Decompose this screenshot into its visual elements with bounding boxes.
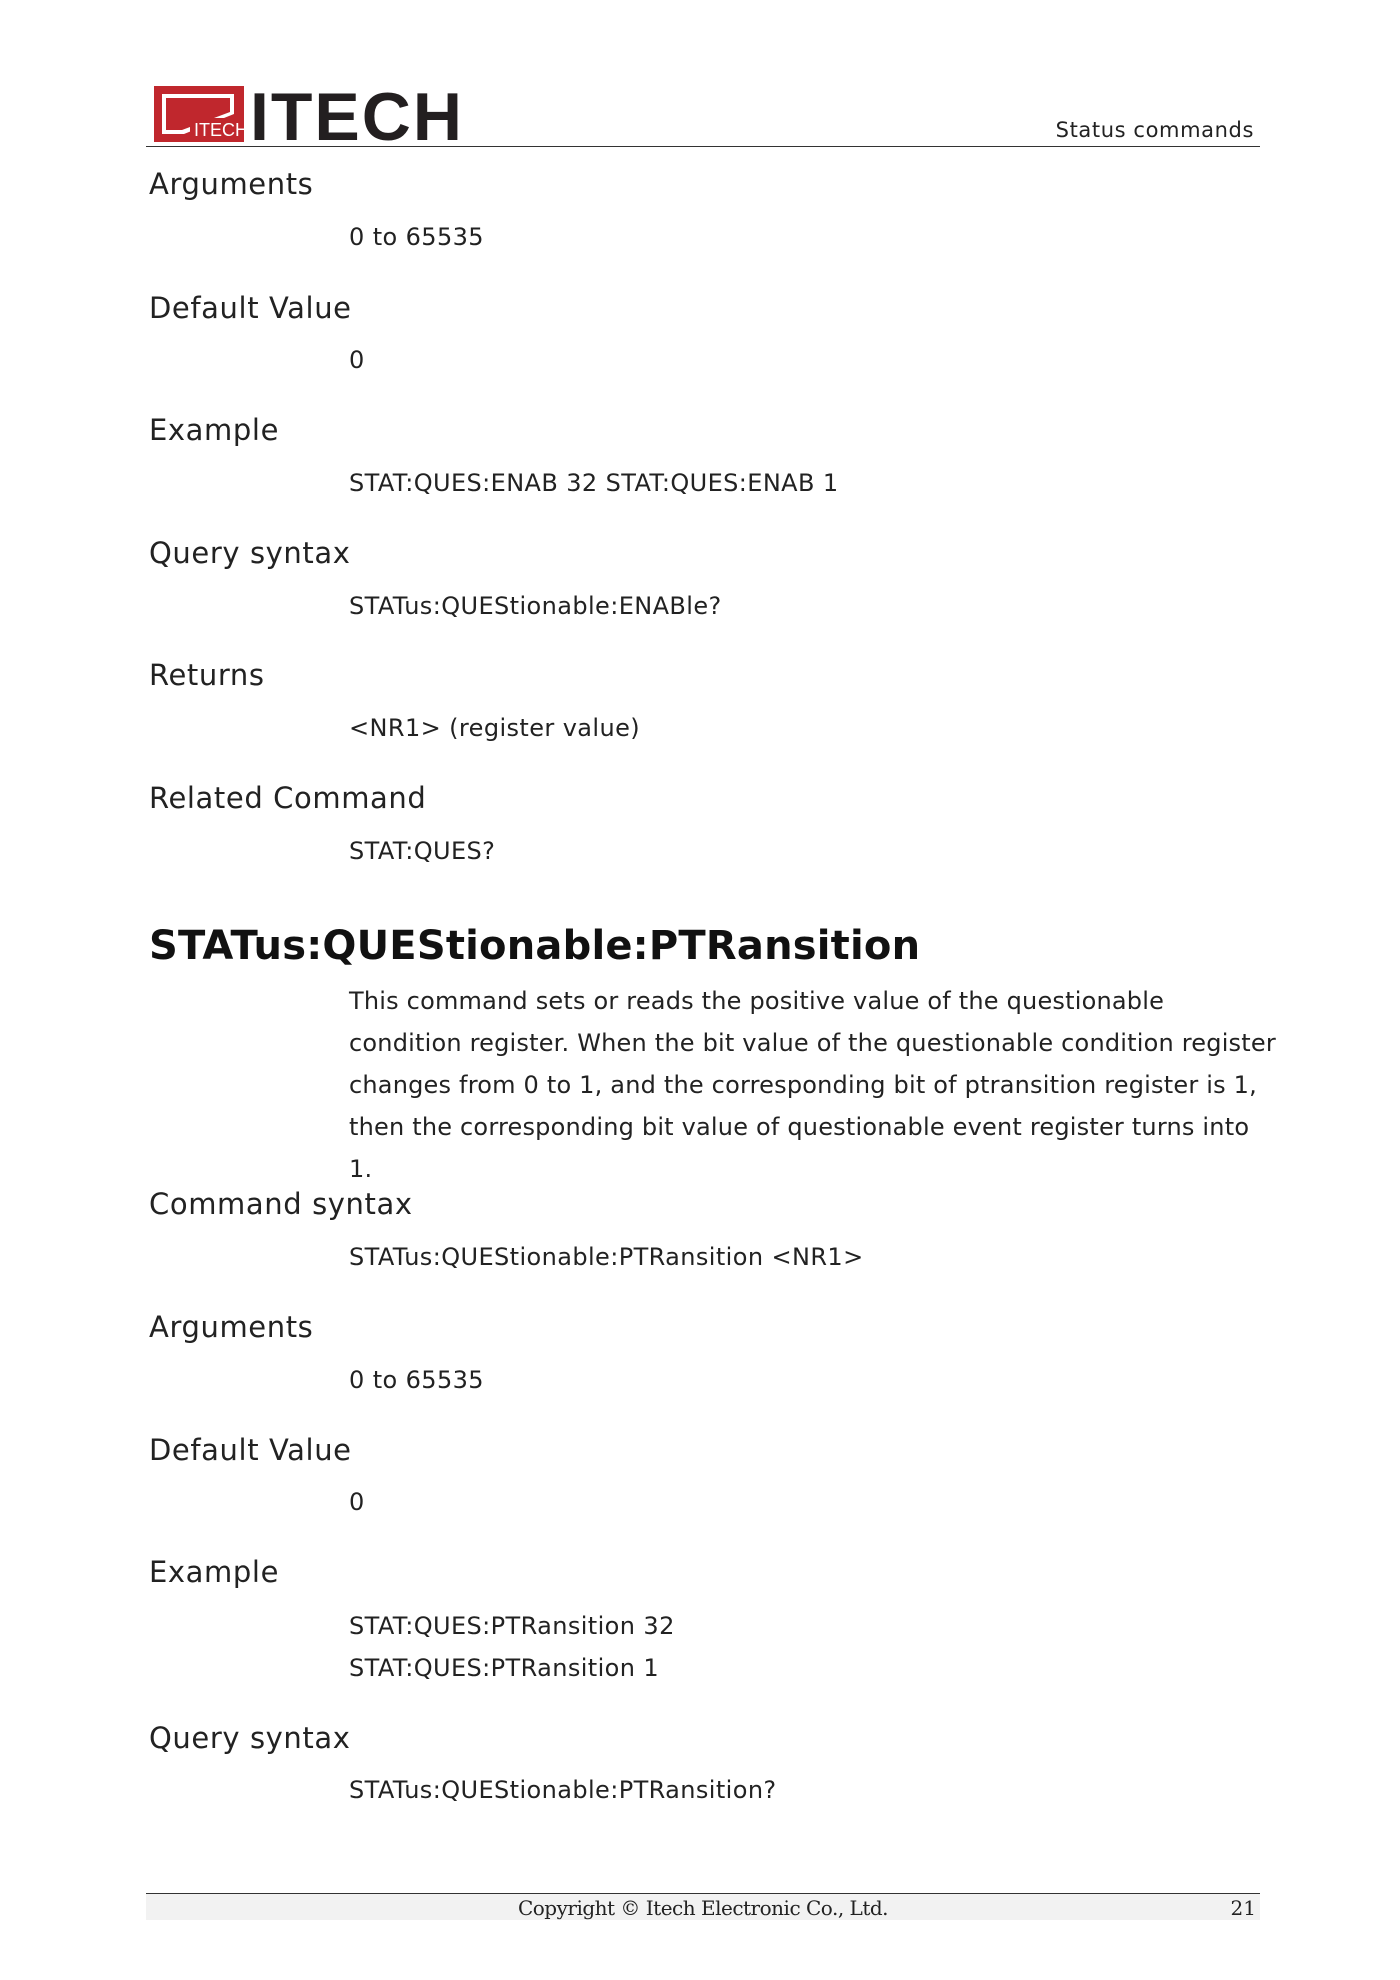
arguments-value: 0 to 65535 <box>349 223 484 251</box>
example-value: STAT:QUES:ENAB 32 STAT:QUES:ENAB 1 <box>349 469 839 497</box>
query-syntax-label: Query syntax <box>149 536 351 570</box>
arguments-value-row <box>149 225 484 249</box>
returns-label: Returns <box>149 658 265 692</box>
default-value-row <box>149 348 365 372</box>
query-value-row <box>149 594 722 618</box>
page-footer <box>146 1893 1260 1920</box>
section-arguments-label: Arguments <box>149 1310 314 1344</box>
command-syntax-label: Command syntax <box>149 1187 413 1221</box>
page-number: 21 <box>1230 1896 1256 1920</box>
related-command-label: Related Command <box>149 781 427 815</box>
section-default-block <box>149 1433 352 1467</box>
section-arguments-value-row <box>149 1368 484 1392</box>
command-syntax-value: STATus:QUEStionable:PTRansition <NR1> <box>349 1243 864 1271</box>
query-syntax-value: STATus:QUEStionable:ENABle? <box>349 592 722 620</box>
section-query-block <box>149 1721 351 1755</box>
section-example-value-row-2 <box>149 1656 659 1680</box>
command-syntax-block <box>149 1187 413 1221</box>
section-arguments-value: 0 to 65535 <box>349 1366 484 1394</box>
section-default-label: Default Value <box>149 1433 352 1467</box>
page-header <box>146 80 1260 147</box>
returns-block <box>149 658 265 692</box>
section-example-label: Example <box>149 1555 280 1589</box>
section-description: This command sets or reads the positive value of the questionable condition register. When the bit value of the questionable condition register changes from 0 to 1, and the corresponding bit of ptransition register is 1, then the corresponding bit value of questionable event register turns into 1. <box>349 987 1276 1183</box>
section-title: STATus:QUEStionable:PTRansition <box>149 923 921 969</box>
returns-value-row <box>149 716 640 740</box>
example-value-row <box>149 471 839 495</box>
default-block <box>149 291 352 325</box>
logo-small-text: ITECH <box>194 120 248 140</box>
section-query-value-row <box>149 1778 777 1802</box>
default-value: 0 <box>349 346 365 374</box>
default-value-label: Default Value <box>149 291 352 325</box>
related-command-value: STAT:QUES? <box>349 837 496 865</box>
section-arguments-block <box>149 1310 314 1344</box>
example-label: Example <box>149 413 280 447</box>
section-example-block <box>149 1555 280 1589</box>
section-default-value-row <box>149 1490 365 1514</box>
header-section-title: Status commands <box>1055 118 1254 142</box>
command-syntax-value-row <box>149 1245 864 1269</box>
example-block <box>149 413 280 447</box>
section-default-value: 0 <box>349 1488 365 1516</box>
section-query-label: Query syntax <box>149 1721 351 1755</box>
related-value-row <box>149 839 495 863</box>
related-block <box>149 781 427 815</box>
section-example-value: STAT:QUES:PTRansition 32 <box>349 1612 675 1640</box>
query-block <box>149 536 351 570</box>
section-example-value-row-1 <box>149 1614 675 1638</box>
itech-logo <box>154 84 474 144</box>
returns-value: <NR1> (register value) <box>349 714 641 742</box>
footer-copyright: Copyright © Itech Electronic Co., Ltd. <box>517 1896 889 1920</box>
arguments-label: Arguments <box>149 167 314 201</box>
arguments-block <box>149 167 314 201</box>
section-query-value: STATus:QUEStionable:PTRansition? <box>349 1776 777 1804</box>
section-example-value: STAT:QUES:PTRansition 1 <box>349 1654 660 1682</box>
logo-text: ITECH <box>250 84 464 144</box>
